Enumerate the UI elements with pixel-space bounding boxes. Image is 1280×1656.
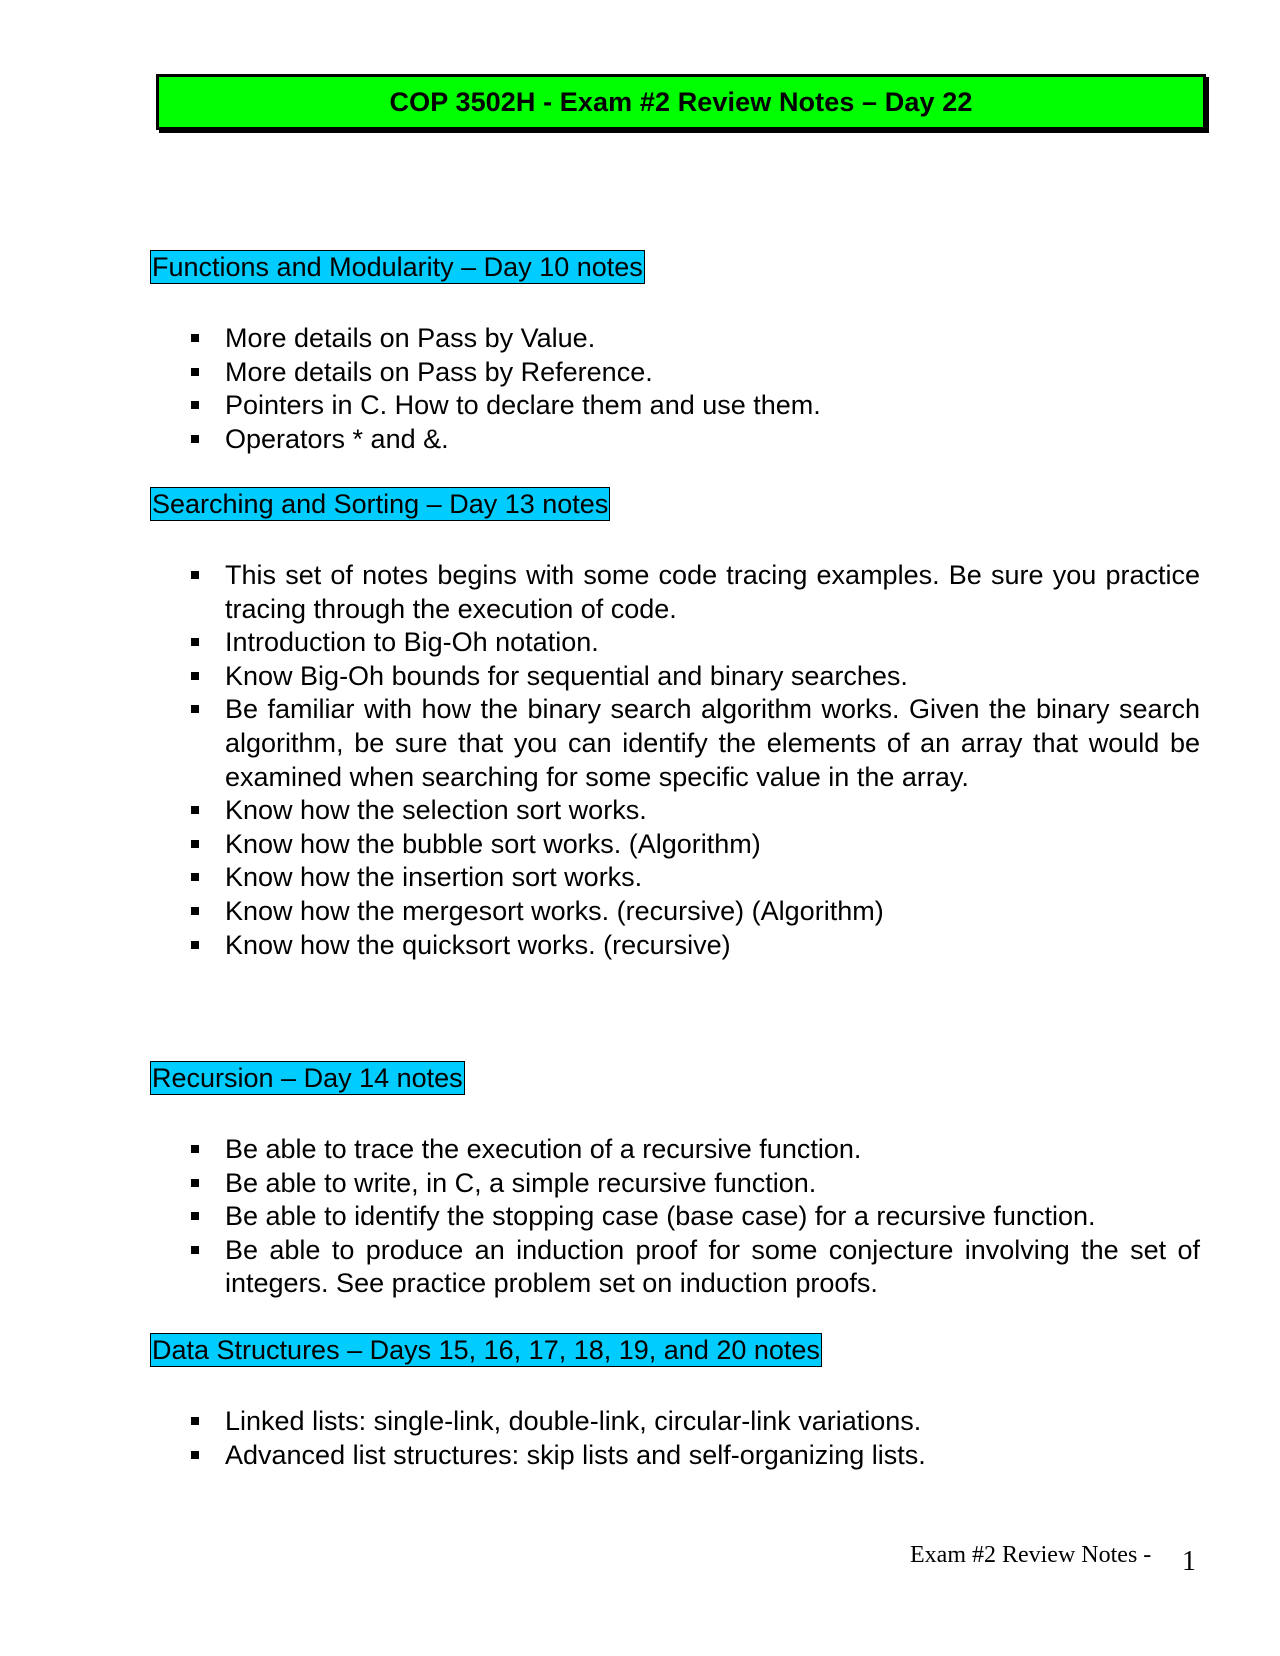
- bullet-icon: [191, 334, 199, 342]
- list-item: [150, 559, 1200, 626]
- list-item: [150, 389, 1200, 423]
- section-data-structures: [150, 1333, 1200, 1472]
- list-item: [150, 929, 1200, 963]
- list-item: [150, 895, 1200, 929]
- list-item-text: Introduction to Big-Oh notation.: [225, 627, 599, 658]
- list-item-text: Pointers in C. How to declare them and use them.: [225, 390, 821, 421]
- section-searching-sorting: [150, 487, 1200, 962]
- section-heading: Data Structures – Days 15, 16, 17, 18, 19, and 20 notes: [152, 1335, 820, 1365]
- list-item: [150, 626, 1200, 660]
- bullet-icon: [191, 1145, 199, 1153]
- bullet-icon: [191, 1417, 199, 1425]
- list-item: [150, 828, 1200, 862]
- list-item: [150, 861, 1200, 895]
- bullet-list: [150, 1405, 1200, 1472]
- list-item-text: Be familiar with how the binary search algorithm works. Given the binary search algorithm, be sure that you can identify the elements of an array that would be examined when searching for some specific value in the array.: [225, 694, 1200, 792]
- list-item: [150, 1405, 1200, 1439]
- list-item-text: Know how the quicksort works. (recursive): [225, 929, 731, 960]
- list-item-text: Know Big-Oh bounds for sequential and binary searches.: [225, 660, 908, 691]
- bullet-icon: [191, 840, 199, 848]
- bullet-icon: [191, 1451, 199, 1459]
- list-item: [150, 1234, 1200, 1301]
- section-heading: Recursion – Day 14 notes: [152, 1063, 463, 1093]
- bullet-icon: [191, 672, 199, 680]
- bullet-icon: [191, 368, 199, 376]
- bullet-list: [150, 559, 1200, 962]
- bullet-icon: [191, 1246, 199, 1254]
- list-item: [150, 423, 1200, 457]
- bullet-icon: [191, 435, 199, 443]
- section-heading: Functions and Modularity – Day 10 notes: [152, 252, 643, 282]
- list-item-text: Linked lists: single-link, double-link, circular-link variations.: [225, 1406, 922, 1436]
- bullet-icon: [191, 705, 199, 713]
- bullet-icon: [191, 401, 199, 409]
- list-item-text: Know how the insertion sort works.: [225, 862, 643, 893]
- list-item-text: More details on Pass by Value.: [225, 323, 596, 353]
- list-item-text: Be able to identify the stopping case (base case) for a recursive function.: [225, 1201, 1096, 1232]
- list-item: [150, 1439, 1200, 1473]
- bullet-icon: [191, 873, 199, 881]
- page-number: 1: [1182, 1546, 1196, 1577]
- list-item-text: More details on Pass by Reference.: [225, 356, 653, 387]
- list-item: [150, 794, 1200, 828]
- list-item: [150, 660, 1200, 694]
- list-item-text: Be able to write, in C, a simple recursive function.: [225, 1167, 817, 1198]
- list-item-text: Know how the mergesort works. (recursive) (Algorithm): [225, 895, 884, 926]
- section-recursion: [150, 1061, 1200, 1301]
- list-item-text: Advanced list structures: skip lists and self-organizing lists.: [225, 1439, 926, 1470]
- page-title: COP 3502H - Exam #2 Review Notes – Day 22: [389, 86, 973, 117]
- bullet-icon: [191, 941, 199, 949]
- list-item-text: Know how the bubble sort works. (Algorithm): [225, 828, 761, 859]
- bullet-icon: [191, 1212, 199, 1220]
- bullet-list: [150, 1133, 1200, 1301]
- bullet-icon: [191, 638, 199, 646]
- section-functions: [150, 250, 1200, 456]
- list-item: [150, 356, 1200, 390]
- list-item-text: Be able to trace the execution of a recursive function.: [225, 1134, 862, 1164]
- list-item: [150, 693, 1200, 794]
- bullet-list: [150, 322, 1200, 456]
- list-item-text: Be able to produce an induction proof for some conjecture involving the set of integers. See practice problem set on induction proofs.: [225, 1234, 1200, 1299]
- bullet-icon: [191, 571, 199, 579]
- list-item-text: This set of notes begins with some code tracing examples. Be sure you practice tracing through the execution of code.: [225, 560, 1200, 624]
- list-item: [150, 1133, 1200, 1167]
- list-item-text: Know how the selection sort works.: [225, 795, 647, 826]
- list-item: [150, 1200, 1200, 1234]
- bullet-icon: [191, 1179, 199, 1187]
- bullet-icon: [191, 806, 199, 814]
- bullet-icon: [191, 907, 199, 915]
- list-item: [150, 322, 1200, 356]
- list-item: [150, 1167, 1200, 1201]
- title-box: [156, 74, 1206, 130]
- footer-label: Exam #2 Review Notes -: [910, 1542, 1152, 1568]
- section-heading: Searching and Sorting – Day 13 notes: [152, 489, 609, 519]
- list-item-text: Operators * and &.: [225, 423, 449, 454]
